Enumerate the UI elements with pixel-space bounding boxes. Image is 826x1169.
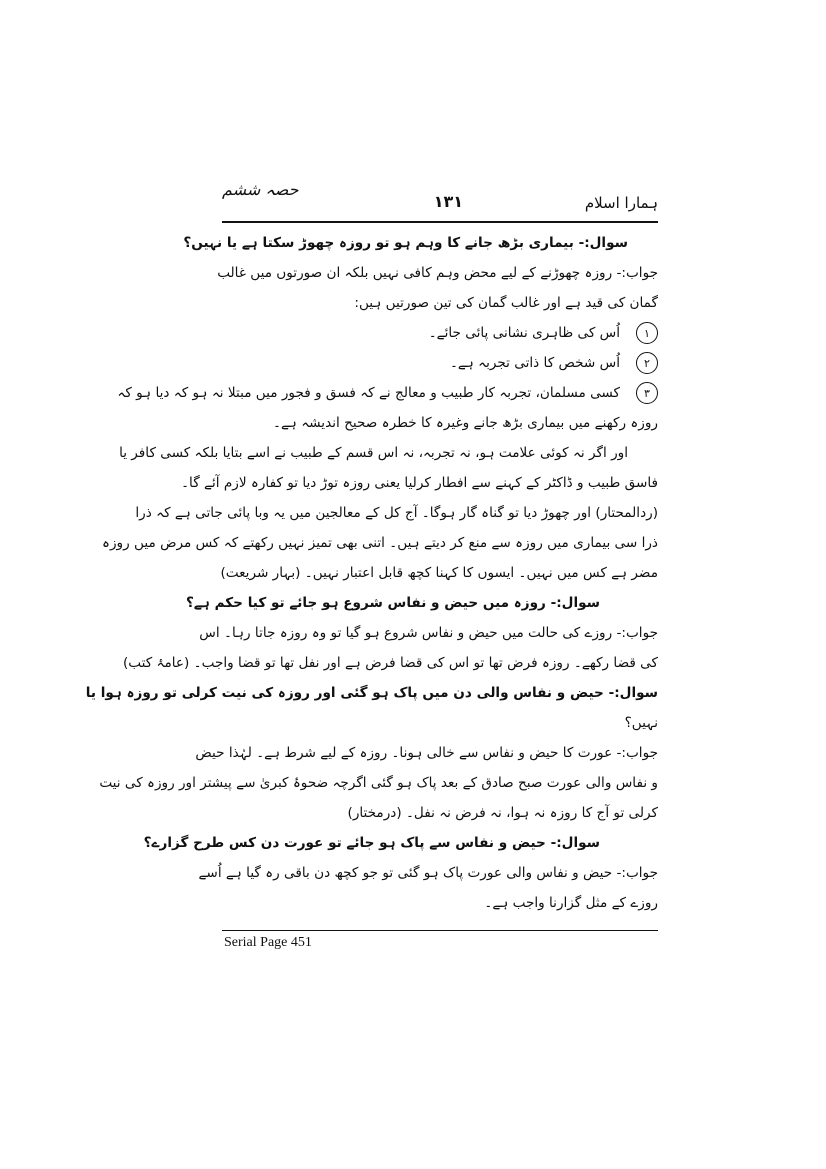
footer-rule [222, 930, 658, 931]
text-line: نہیں؟ [624, 715, 658, 731]
text-line: و نفاس والی عورت صبح صادق کے بعد پاک ہو گئی اگرچہ ضحوۂ کبریٰ سے پیشتر اور روزہ کی نیت [99, 775, 658, 791]
text-line: جواب:- عورت کا حیض و نفاس سے خالی ہونا۔ روزہ کے لیے شرط ہے۔ لہٰذا حیض [195, 745, 658, 761]
header-rule [222, 221, 658, 223]
text-line: اور اگر نہ کوئی علامت ہو، نہ تجربہ، نہ اس قسم کے طبیب نے اسے بتایا بلکہ کسی کافر یا [119, 445, 628, 461]
text-line: سوال:- حیض و نفاس والی دن میں پاک ہو گئی اور روزہ کی نیت کرلی تو روزہ ہوا یا [85, 685, 658, 701]
page-body [85, 228, 658, 918]
list-item [222, 318, 658, 348]
text-line: ذرا سی بیماری میں روزہ سے منع کر دیتے ہیں۔ اتنی بھی تمیز نہیں رکھتے کہ کس مرض میں روزہ [102, 535, 658, 551]
text-line: سوال:- بیماری بڑھ جانے کا وہم ہو تو روزہ چھوڑ سکتا ہے یا نہیں؟ [183, 235, 628, 251]
list-marker: ۲ [636, 352, 658, 374]
text-line: سوال:- حیض و نفاس سے پاک ہو جائے تو عورت دن کس طرح گزارے؟ [143, 835, 600, 851]
serial-page-label: Serial Page 451 [224, 935, 312, 950]
text-line: روزہ رکھنے میں بیماری بڑھ جانے وغیرہ کا خطرہ صحیح اندیشہ ہے۔ [273, 415, 658, 431]
list-item-text: اُس کی ظاہری نشانی پائی جائے۔ [428, 325, 620, 341]
text-line: کی قضا رکھے۔ روزہ فرض تھا تو اس کی قضا فرض ہے اور نفل تھا تو قضا واجب۔ (عامۂ کتب) [123, 655, 658, 671]
text-line: مضر ہے کس میں نہیں۔ ایسوں کا کہنا کچھ قابل اعتبار نہیں۔ (بہار شریعت) [220, 565, 658, 581]
section-label: حصہ ششم [222, 180, 299, 199]
list-item-text: اُس شخص کا ذاتی تجربہ ہے۔ [449, 355, 620, 371]
page-number: ۱۳۱ [433, 192, 463, 211]
text-line: سوال:- روزہ میں حیض و نفاس شروع ہو جائے تو کیا حکم ہے؟ [186, 595, 600, 611]
text-line: گمان کی قید ہے اور غالب گمان کی تین صورتیں ہیں: [354, 295, 658, 311]
list-marker: ۳ [636, 382, 658, 404]
list-item-text: کسی مسلمان، تجربہ کار طبیب و معالج نے کہ فسق و فجور میں مبتلا نہ ہو کہ دیا ہو کہ [117, 385, 620, 401]
list-marker: ۱ [636, 322, 658, 344]
book-title: ہمارا اسلام [584, 194, 658, 212]
text-line: کرلی تو آج کا روزہ نہ ہوا، نہ فرض نہ نفل۔ (درمختار) [347, 805, 658, 821]
list-item [222, 348, 658, 378]
text-line: فاسق طبیب و ڈاکٹر کے کہنے سے افطار کرلیا یعنی روزہ توڑ دیا تو کفارہ لازم آئے گا۔ [181, 475, 658, 491]
list-item [117, 378, 658, 408]
text-line: روزے کے مثل گزارنا واجب ہے۔ [484, 895, 658, 911]
text-line: جواب:- روزے کی حالت میں حیض و نفاس شروع ہو گیا تو وہ روزہ جاتا رہا۔ اس [199, 625, 658, 641]
text-line: جواب:- روزہ چھوڑنے کے لیے محض وہم کافی نہیں بلکہ ان صورتوں میں غالب [217, 265, 658, 281]
page-header [222, 172, 658, 220]
text-line: (ردالمحتار) اور چھوڑ دیا تو گناہ گار ہوگا۔ آج کل کے معالجین میں یہ وبا پائی جاتی ہے کہ ذرا [135, 505, 658, 521]
text-line: جواب:- حیض و نفاس والی عورت پاک ہو گئی تو جو کچھ دن باقی رہ گیا ہے اُسے [198, 865, 658, 881]
